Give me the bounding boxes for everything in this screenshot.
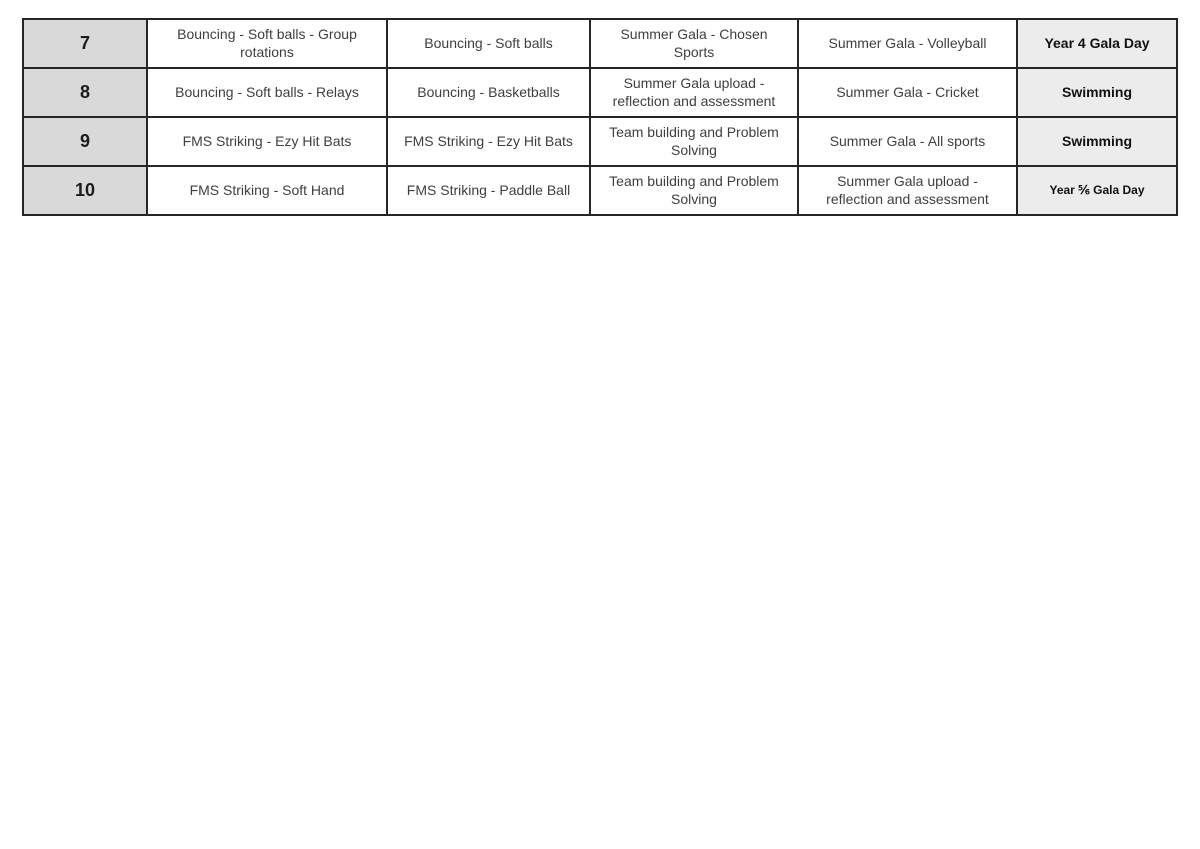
activity-cell: FMS Striking - Ezy Hit Bats <box>147 117 387 166</box>
event-cell: Year 4 Gala Day <box>1017 19 1177 68</box>
schedule-table-container <box>22 18 1178 216</box>
schedule-table <box>22 18 1178 216</box>
table-row <box>23 19 1177 68</box>
event-cell: Swimming <box>1017 68 1177 117</box>
week-number-cell: 10 <box>23 166 147 215</box>
table-row <box>23 68 1177 117</box>
activity-cell: FMS Striking - Soft Hand <box>147 166 387 215</box>
activity-cell: Summer Gala - Cricket <box>798 68 1017 117</box>
activity-cell: Bouncing - Soft balls - Relays <box>147 68 387 117</box>
activity-cell: Summer Gala - All sports <box>798 117 1017 166</box>
activity-cell: Bouncing - Soft balls - Group rotations <box>147 19 387 68</box>
event-cell: Swimming <box>1017 117 1177 166</box>
activity-cell: Team building and Problem Solving <box>590 117 798 166</box>
activity-cell: Team building and Problem Solving <box>590 166 798 215</box>
activity-cell: Summer Gala upload - reflection and assessment <box>798 166 1017 215</box>
activity-cell: FMS Striking - Ezy Hit Bats <box>387 117 590 166</box>
table-row <box>23 166 1177 215</box>
event-cell: Year ⅚ Gala Day <box>1017 166 1177 215</box>
activity-cell: Summer Gala upload - reflection and assessment <box>590 68 798 117</box>
activity-cell: Summer Gala - Chosen Sports <box>590 19 798 68</box>
week-number-cell: 9 <box>23 117 147 166</box>
activity-cell: Summer Gala - Volleyball <box>798 19 1017 68</box>
activity-cell: Bouncing - Basketballs <box>387 68 590 117</box>
activity-cell: Bouncing - Soft balls <box>387 19 590 68</box>
activity-cell: FMS Striking - Paddle Ball <box>387 166 590 215</box>
week-number-cell: 7 <box>23 19 147 68</box>
week-number-cell: 8 <box>23 68 147 117</box>
table-row <box>23 117 1177 166</box>
